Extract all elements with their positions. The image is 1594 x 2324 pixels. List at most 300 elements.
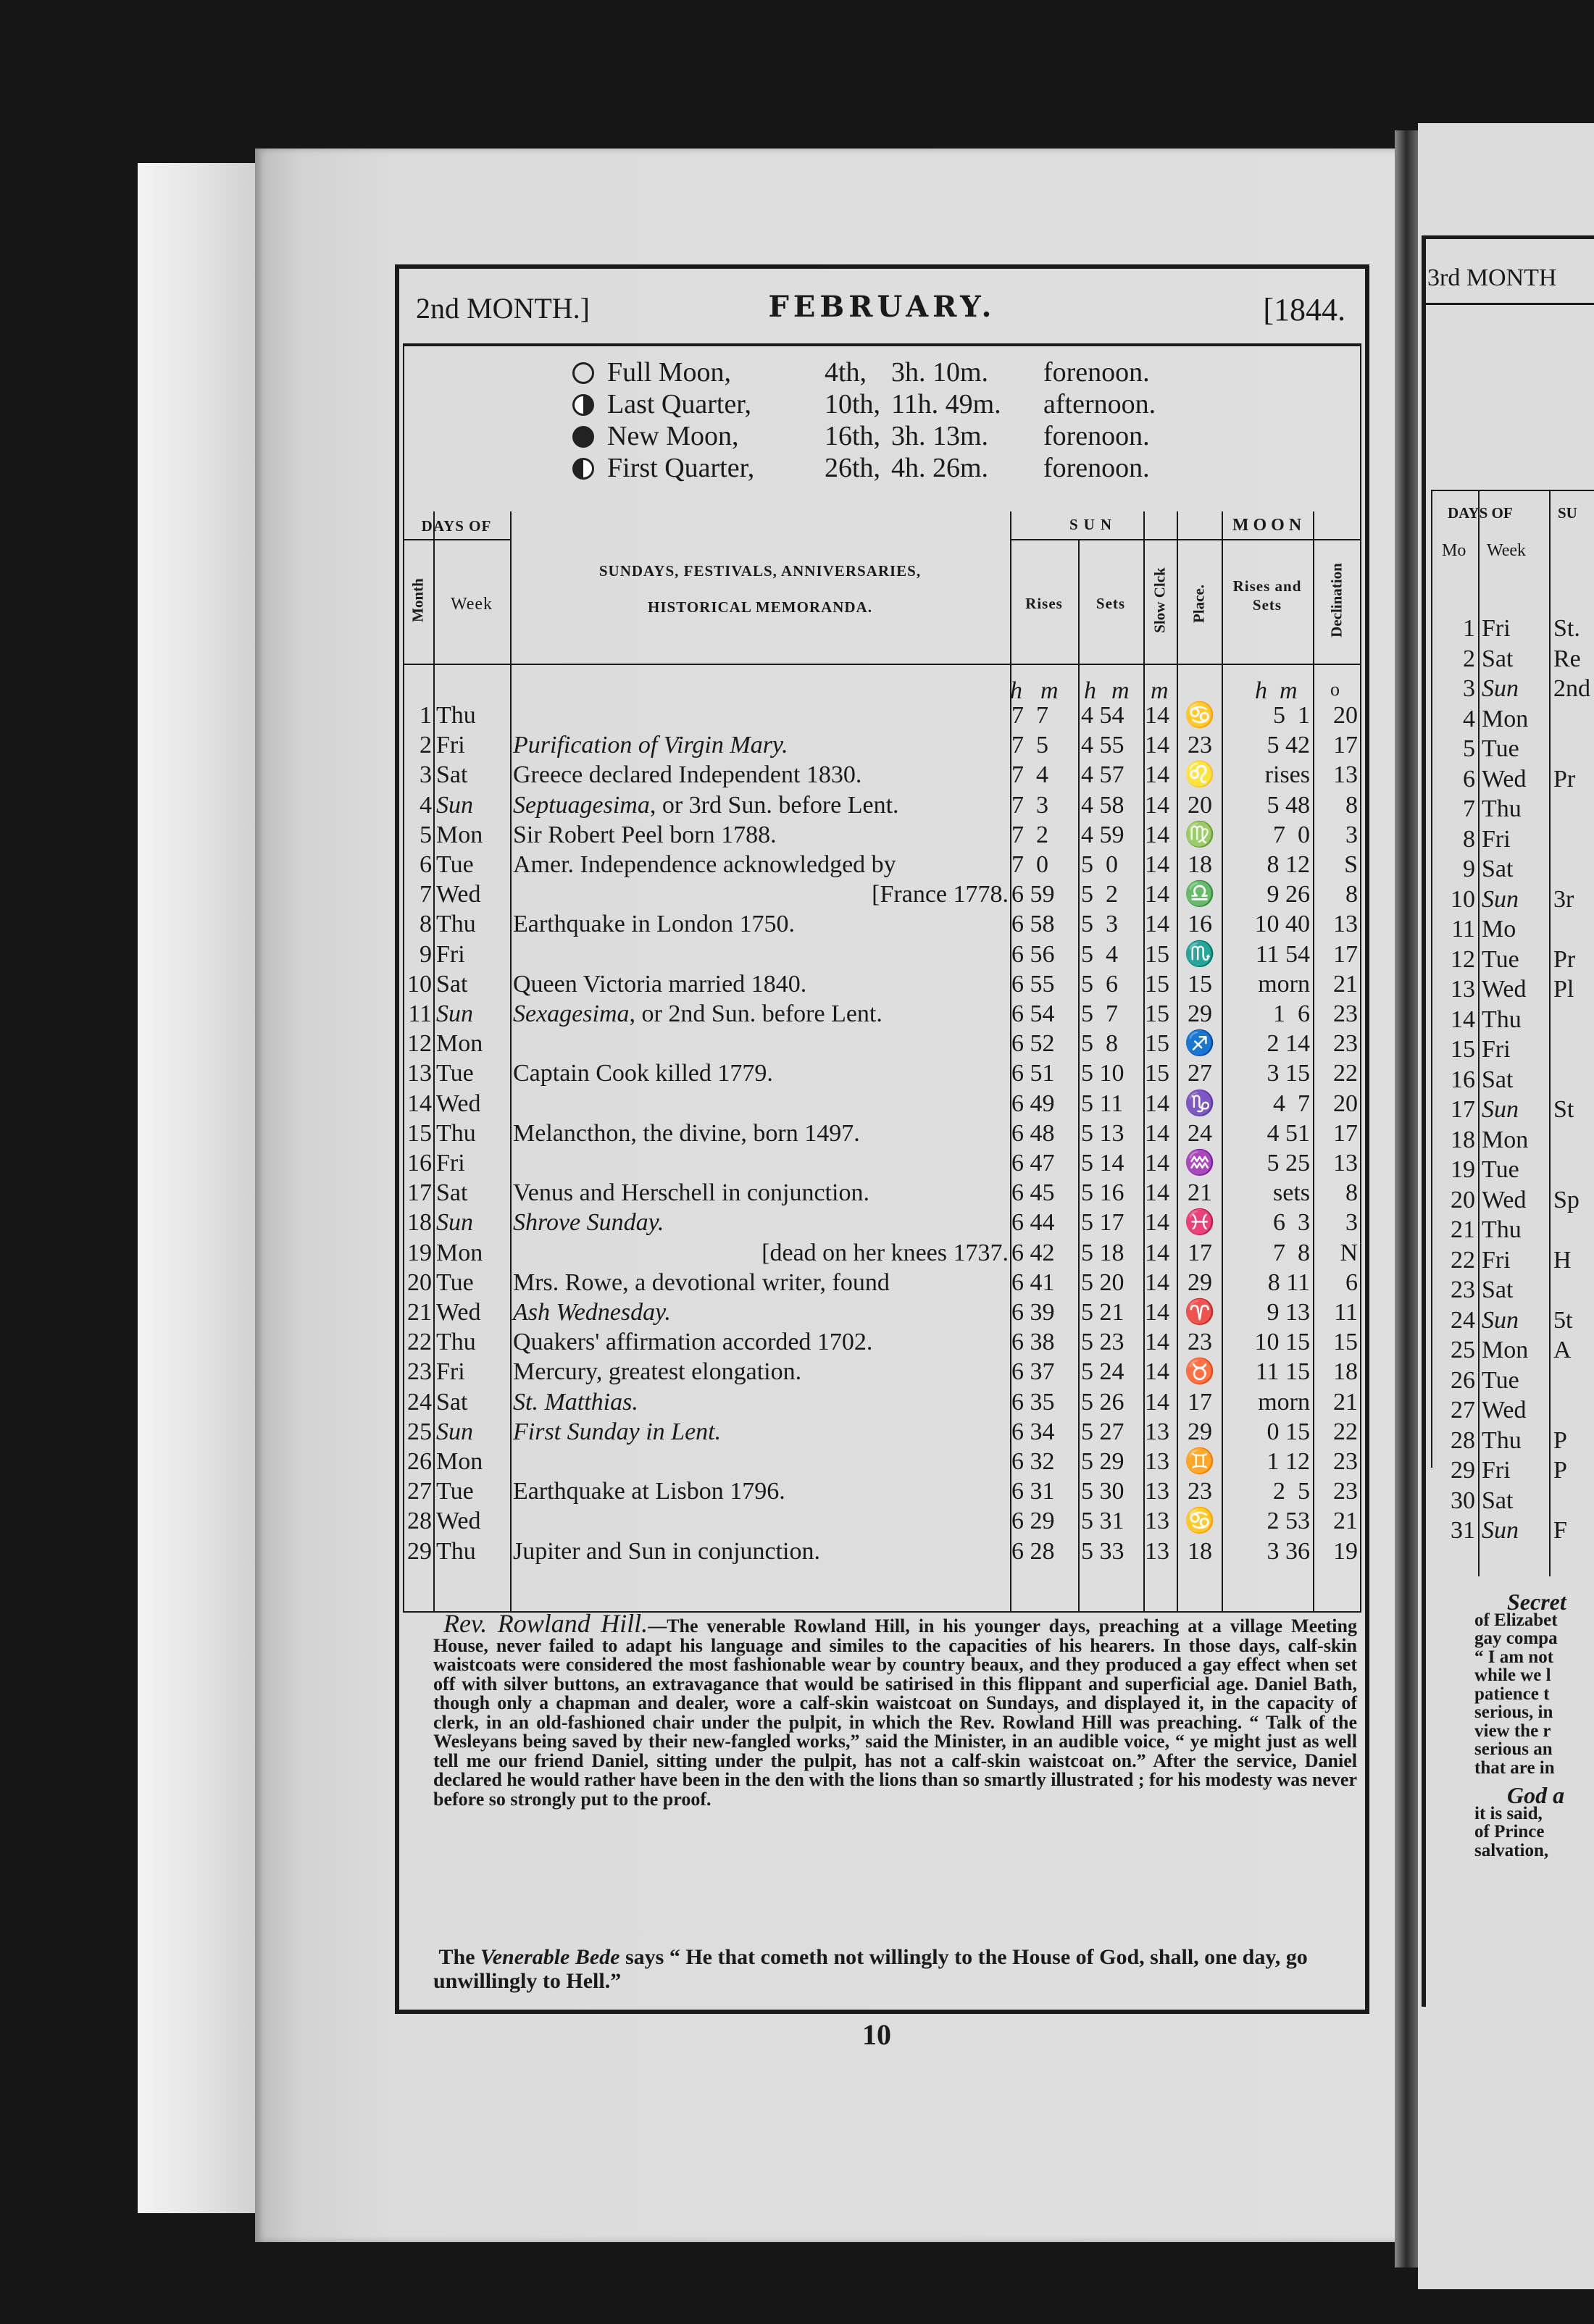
right-day-of-month: 25 (1451, 1337, 1475, 1363)
right-note-line: “ I am not (1474, 1647, 1554, 1667)
day-of-month: 21 (407, 1299, 432, 1326)
moon-phase-time: 11h. 49m. (891, 389, 1001, 419)
sun-sets: 4 55 (1081, 732, 1124, 759)
declination: 13 (1333, 1150, 1358, 1176)
sun-rises: 7 0 (1011, 851, 1048, 878)
moon-phase-time: 3h. 13m. (891, 421, 989, 451)
right-note-line: serious an (1474, 1739, 1553, 1759)
slow-clock: 14 (1145, 1299, 1169, 1326)
header-rule (403, 539, 510, 540)
moon-phase-when: afternoon. (1043, 389, 1156, 419)
moon-place: 18 (1188, 851, 1212, 878)
declination: 21 (1333, 970, 1358, 998)
slow-clock: 14 (1145, 881, 1169, 908)
day-of-month: 8 (420, 911, 432, 938)
sun-rises: 6 51 (1011, 1060, 1055, 1087)
moon-place: 20 (1188, 791, 1212, 819)
event-text: Quakers' affirmation accorded 1702. (513, 1329, 873, 1356)
moon-rises-sets-header: Rises and Sets (1232, 577, 1302, 614)
moon-place: ♍ (1184, 821, 1216, 848)
day-of-week: Tue (436, 1478, 474, 1505)
right-day-of-month: 11 (1451, 916, 1475, 942)
right-note-line: gay compa (1474, 1629, 1558, 1648)
event-text (513, 1000, 882, 1029)
slow-clock: 15 (1145, 1030, 1169, 1058)
sun-sets: 5 21 (1081, 1299, 1124, 1326)
event-text: Greece declared Independent 1830. (513, 761, 862, 789)
right-event-text: H (1553, 1246, 1572, 1274)
day-of-month: 10 (407, 970, 432, 998)
day-of-month: 25 (407, 1418, 432, 1445)
moon-place: ♑ (1184, 1090, 1216, 1117)
day-of-month: 26 (407, 1448, 432, 1475)
declination: 22 (1333, 1060, 1358, 1087)
events-header-line2: HISTORICAL MEMORANDA. (648, 598, 872, 616)
moon-place: 23 (1188, 732, 1212, 759)
day-of-month: 17 (407, 1179, 432, 1207)
day-of-week: Thu (436, 911, 476, 938)
day-of-month: 27 (407, 1478, 432, 1505)
right-day-of-week: Tue (1482, 1366, 1519, 1394)
right-month-label: 3rd MONTH (1427, 264, 1557, 291)
month-name: FEBRUARY. (768, 290, 996, 324)
right-event-text: P (1553, 1457, 1567, 1484)
day-of-week: Sun (436, 791, 473, 819)
right-day-of-week: Sat (1482, 1066, 1514, 1093)
right-day-of-month: 20 (1451, 1186, 1475, 1213)
right-table-rule (1431, 490, 1594, 491)
declination: 23 (1333, 1448, 1358, 1475)
right-event-text: St. (1553, 615, 1580, 642)
bede-quote (433, 1945, 1357, 1993)
sun-sets: 5 6 (1081, 970, 1118, 998)
right-event-text: 5t (1553, 1306, 1573, 1334)
right-day-of-week: Fri (1482, 1246, 1511, 1274)
moon-rises-sets: 11 54 (1255, 940, 1310, 968)
slow-clock: 14 (1145, 1119, 1169, 1147)
slow-clock: 14 (1145, 851, 1169, 878)
right-day-of-month: 30 (1451, 1487, 1475, 1514)
moon-phase-when: forenoon. (1043, 357, 1150, 388)
day-of-week: Mon (436, 1239, 483, 1266)
days-of-header: DAYS OF (421, 517, 492, 535)
book-edge (138, 163, 261, 2213)
right-event-text: St (1553, 1096, 1574, 1123)
day-of-month: 18 (407, 1209, 432, 1237)
sun-sets: 5 26 (1081, 1388, 1124, 1416)
moon-rises-sets: 2 53 (1267, 1508, 1310, 1535)
right-note-line: of Prince (1474, 1822, 1545, 1842)
right-day-of-week: Fri (1482, 615, 1511, 642)
right-day-of-month: 15 (1451, 1036, 1475, 1063)
day-of-month: 19 (407, 1239, 432, 1266)
event-text: Venus and Herschell in conjunction. (513, 1179, 869, 1207)
moon-rises-sets: 9 26 (1267, 881, 1310, 908)
day-of-month: 4 (420, 791, 432, 819)
sun-rises: 6 37 (1011, 1358, 1055, 1386)
events-header-line1: SUNDAYS, FESTIVALS, ANNIVERSARIES, (598, 562, 922, 580)
day-of-week: Wed (436, 1299, 481, 1326)
sun-sets: 5 31 (1081, 1508, 1124, 1535)
slow-clock: 14 (1145, 1179, 1169, 1207)
moon-rises-sets: 6 3 (1273, 1209, 1310, 1237)
sun-sets: 5 7 (1081, 1000, 1118, 1027)
sun-rises: 7 4 (1011, 761, 1048, 789)
sun-sets: 5 3 (1081, 911, 1118, 938)
right-day-of-week: Tue (1482, 735, 1519, 762)
sun-sets: 5 27 (1081, 1418, 1124, 1445)
sun-sets: 5 0 (1081, 851, 1118, 878)
moon-rises-sets: 7 0 (1273, 821, 1310, 848)
event-text: [dead on her knees 1737. (761, 1239, 1009, 1266)
moon-phase-name: First Quarter, (607, 453, 755, 483)
moon-rises-sets: morn (1258, 1388, 1310, 1416)
slow-clock-header: Slow Clck (1151, 567, 1169, 633)
event-text: Queen Victoria married 1840. (513, 970, 807, 998)
place-header: Place. (1190, 584, 1208, 624)
event-text: St. Matthias. (513, 1388, 638, 1416)
sun-rises: 6 48 (1011, 1119, 1055, 1147)
right-note-line: patience t (1474, 1684, 1550, 1704)
right-day-of-month: 27 (1451, 1397, 1475, 1424)
sun-rises: 7 2 (1011, 821, 1048, 848)
declination: 23 (1333, 1000, 1358, 1027)
day-of-week: Sat (436, 1388, 468, 1416)
right-day-of-month: 6 (1463, 765, 1475, 793)
right-header-rule (1426, 303, 1594, 305)
sun-rises: 6 35 (1011, 1388, 1055, 1416)
moon-place: ♎ (1184, 881, 1216, 908)
right-table-rule (1431, 490, 1432, 1468)
day-of-week: Fri (436, 1358, 465, 1386)
moon-rises-sets: 5 1 (1273, 702, 1310, 729)
right-sun-header: SU (1558, 504, 1577, 522)
day-of-month: 6 (420, 851, 432, 878)
right-note-line: view the r (1474, 1721, 1551, 1741)
sun-rises: 6 32 (1011, 1448, 1055, 1475)
sun-rises: 6 28 (1011, 1537, 1055, 1565)
right-day-of-month: 22 (1451, 1246, 1475, 1274)
declination-header: Declination (1327, 563, 1345, 638)
moon-place: ♒ (1184, 1150, 1216, 1176)
right-event-text: A (1553, 1337, 1572, 1363)
moon-place: ♐ (1184, 1030, 1216, 1058)
slow-clock: 14 (1145, 821, 1169, 848)
moon-phase-day: 16th, (825, 421, 881, 451)
declination: 17 (1333, 1119, 1358, 1147)
right-mo-header: Mo (1442, 541, 1466, 560)
moon-rises-sets: 9 13 (1267, 1299, 1310, 1326)
unit-label: m (1111, 677, 1130, 704)
slow-clock: 14 (1145, 702, 1169, 729)
day-of-month: 15 (407, 1119, 432, 1147)
page-header (403, 269, 1361, 345)
moon-rises-sets: 8 12 (1267, 851, 1310, 878)
sun-rises: 6 29 (1011, 1508, 1055, 1535)
slow-clock: 14 (1145, 1329, 1169, 1356)
moon-phase-when: forenoon. (1043, 453, 1150, 483)
moon-place: ♌ (1184, 761, 1216, 789)
right-event-text: Pl (1553, 976, 1574, 1003)
right-day-of-week: Mon (1482, 705, 1529, 732)
day-of-week: Sun (436, 1418, 473, 1445)
declination: 23 (1333, 1478, 1358, 1505)
declination: 6 (1345, 1268, 1358, 1296)
right-event-text: Sp (1553, 1186, 1580, 1213)
event-text: Shrove Sunday. (513, 1209, 664, 1237)
column-rule (1078, 539, 1080, 1613)
day-of-month: 2 (420, 732, 432, 759)
right-day-of-week: Wed (1482, 976, 1527, 1003)
day-of-week: Sun (436, 1209, 473, 1237)
day-of-month: 28 (407, 1508, 432, 1535)
right-day-of-month: 23 (1451, 1276, 1475, 1303)
right-event-text: F (1553, 1517, 1567, 1544)
right-day-of-week: Wed (1482, 1186, 1527, 1213)
moon-phase-when: forenoon. (1043, 421, 1150, 451)
moon-place: 21 (1188, 1179, 1212, 1207)
sun-sets: 5 14 (1081, 1150, 1124, 1176)
right-table-rule (1549, 490, 1551, 1576)
right-day-of-week: Thu (1482, 1216, 1522, 1243)
declination: 11 (1334, 1299, 1358, 1326)
right-day-of-month: 1 (1463, 615, 1475, 642)
page-number: 10 (862, 2018, 891, 2051)
right-day-of-month: 2 (1463, 645, 1475, 672)
right-day-of-week: Thu (1482, 1006, 1522, 1033)
right-day-of-week: Fri (1482, 1036, 1511, 1063)
day-of-month: 1 (420, 702, 432, 729)
moon-phase-name: Last Quarter, (607, 389, 751, 419)
moon-rises-sets: 0 15 (1267, 1418, 1310, 1445)
unit-label: m (1280, 677, 1298, 704)
right-day-of-month: 13 (1451, 976, 1475, 1003)
declination: 20 (1333, 1090, 1358, 1117)
sun-rises: 7 3 (1011, 791, 1048, 819)
slow-clock: 15 (1145, 970, 1169, 998)
slow-clock: 14 (1145, 1150, 1169, 1176)
right-note-line: it is said, (1474, 1803, 1543, 1823)
right-day-of-week: Wed (1482, 1397, 1527, 1424)
day-of-month: 9 (420, 940, 432, 968)
day-of-week: Thu (436, 1537, 476, 1565)
right-event-text: P (1553, 1426, 1567, 1454)
event-feast: Sexagesima (513, 1000, 630, 1027)
day-of-month: 29 (407, 1537, 432, 1565)
moon-place: ♉ (1184, 1358, 1216, 1386)
sun-sets: 5 30 (1081, 1478, 1124, 1505)
moon-place: 15 (1188, 970, 1212, 998)
moon-phase-time: 4h. 26m. (891, 453, 989, 483)
right-day-of-month: 5 (1463, 735, 1475, 762)
day-of-week: Fri (436, 940, 465, 968)
slow-clock: 14 (1145, 1358, 1169, 1386)
moon-place: 18 (1188, 1537, 1212, 1565)
right-day-of-week: Fri (1482, 1457, 1511, 1484)
right-day-of-week: Thu (1482, 1426, 1522, 1454)
right-day-of-month: 14 (1451, 1006, 1475, 1033)
slow-clock: 14 (1145, 911, 1169, 938)
day-of-month: 13 (407, 1060, 432, 1087)
declination: S (1344, 851, 1358, 878)
right-day-of-month: 29 (1451, 1457, 1475, 1484)
day-of-week: Wed (436, 1508, 481, 1535)
declination: 3 (1345, 1209, 1358, 1237)
event-text: First Sunday in Lent. (513, 1418, 722, 1445)
sun-sets: 4 54 (1081, 702, 1124, 729)
sun-sets: 5 24 (1081, 1358, 1124, 1386)
day-of-week: Tue (436, 1060, 474, 1087)
unit-label: m (1040, 677, 1059, 704)
anecdote-body: —The venerable Rowland Hill, in his younger days, preaching at a village Meeting House, never failed to adapt his language and similes to the capacities of his hearers. In those days, calf-skin waistcoats were considered the most fashionable wear by country beaux, and they produced a gay effect when set off with silver buttons, an extravagance that would be satirised in this flippant and superficial age. Daniel Bath, though only a chapman and dealer, wore a calf-skin waistcoat on Sundays, and displayed it, in the capacity of clerk, in an old-fashioned chair under the pulpit, in which the Rev. Rowland Hill was preaching. “ Talk of the Wesleyans being saved by their new-fangled works,” said the Minister, in an audible voice, “ ye might just as well tell me our friend Daniel, sitting under the pulpit, has not a calf-skin waistcoat on.” After the service, Daniel declared he would rather have been in the den with the lions than so smartly illustrated ; for his modesty was never before so strongly put to the proof. (433, 1615, 1357, 1810)
moon-place: ♊ (1184, 1448, 1216, 1475)
moon-header: MOON (1232, 516, 1306, 535)
right-note-line: serious, in (1474, 1702, 1553, 1722)
right-event-text: Pr (1553, 945, 1576, 973)
right-day-of-month: 4 (1463, 705, 1475, 732)
day-of-week: Sat (436, 970, 468, 998)
right-day-of-week: Sat (1482, 645, 1514, 672)
day-of-month: 14 (407, 1090, 432, 1117)
slow-clock: 13 (1145, 1508, 1169, 1535)
week-header: Week (450, 595, 493, 614)
slow-clock: 14 (1145, 761, 1169, 789)
declination: 18 (1333, 1358, 1358, 1386)
moon-place: 27 (1188, 1060, 1212, 1087)
day-of-week: Mon (436, 821, 483, 848)
event-note: , or 2nd Sun. before Lent. (629, 1000, 882, 1027)
right-day-of-week: Sun (1482, 885, 1519, 913)
right-day-of-week: Sun (1482, 1517, 1519, 1544)
sun-rises: 7 5 (1011, 732, 1048, 759)
unit-label: m (1151, 677, 1169, 704)
right-note-line: while we l (1474, 1665, 1551, 1685)
event-text: [France 1778. (872, 881, 1009, 908)
sun-sets: 4 58 (1081, 791, 1124, 819)
right-event-text: 3r (1553, 885, 1574, 913)
sun-rises: 6 42 (1011, 1239, 1055, 1266)
moon-place: 23 (1188, 1329, 1212, 1356)
bede-lead: The (438, 1945, 481, 1969)
slow-clock: 13 (1145, 1418, 1169, 1445)
moon-place: ♓ (1184, 1209, 1216, 1237)
sun-sets: 5 8 (1081, 1030, 1118, 1058)
slow-clock: 13 (1145, 1478, 1169, 1505)
day-of-month: 23 (407, 1358, 432, 1386)
day-of-month: 11 (408, 1000, 432, 1027)
book-gutter (1395, 130, 1418, 2267)
right-day-of-week: Tue (1482, 945, 1519, 973)
event-text: Ash Wednesday. (513, 1299, 671, 1326)
day-of-month: 22 (407, 1329, 432, 1356)
day-of-month: 12 (407, 1030, 432, 1058)
sun-sets: 5 4 (1081, 940, 1118, 968)
declination: N (1340, 1239, 1358, 1266)
sun-sets-header: Sets (1096, 595, 1126, 612)
moon-rises-sets: 10 15 (1254, 1329, 1310, 1356)
right-day-of-week: Mon (1482, 1126, 1529, 1153)
sun-sets: 5 11 (1081, 1090, 1124, 1117)
moon-phase-name: Full Moon, (607, 357, 732, 388)
day-of-week: Fri (436, 1150, 465, 1176)
sun-rises: 6 47 (1011, 1150, 1055, 1176)
right-note-line: salvation, (1474, 1840, 1549, 1860)
month-label: 2nd MONTH.] (416, 292, 590, 325)
right-day-of-month: 9 (1463, 856, 1475, 882)
column-rule (510, 511, 512, 1613)
right-day-of-week: Fri (1482, 825, 1511, 853)
event-text: Earthquake in London 1750. (513, 911, 796, 938)
sun-header: SUN (1069, 516, 1117, 533)
slow-clock: 14 (1145, 1209, 1169, 1237)
right-day-of-week: Sun (1482, 1096, 1519, 1123)
sun-rises: 6 44 (1011, 1209, 1055, 1237)
right-day-of-week: Sat (1482, 856, 1514, 882)
slow-clock: 14 (1145, 1388, 1169, 1416)
year-label: [1844. (1263, 292, 1345, 327)
event-text: Earthquake at Lisbon 1796. (513, 1478, 785, 1505)
right-day-of-week: Sat (1482, 1276, 1514, 1303)
right-day-of-month: 19 (1451, 1156, 1475, 1183)
sun-sets: 5 33 (1081, 1537, 1124, 1565)
moon-rises-sets: 5 48 (1267, 791, 1310, 819)
moon-rises-sets: 10 40 (1254, 911, 1310, 938)
declination: 20 (1333, 702, 1358, 729)
calendar-table (403, 511, 1361, 1613)
day-of-week: Wed (436, 1090, 481, 1117)
slow-clock: 14 (1145, 1090, 1169, 1117)
header-rule (1010, 539, 1361, 540)
declination: 22 (1333, 1418, 1358, 1445)
right-day-of-month: 18 (1451, 1126, 1475, 1153)
day-of-week: Mon (436, 1030, 483, 1058)
event-text: Mercury, greatest elongation. (513, 1358, 802, 1386)
declination: 21 (1333, 1388, 1358, 1416)
day-of-week: Thu (436, 1329, 476, 1356)
declination: 17 (1333, 732, 1358, 759)
declination: 3 (1345, 821, 1358, 848)
day-of-week: Thu (436, 702, 476, 729)
day-of-month: 24 (407, 1388, 432, 1416)
anecdote-title: Rev. Rowland Hill. (443, 1609, 648, 1638)
right-day-of-month: 28 (1451, 1426, 1475, 1454)
right-day-of-month: 3 (1463, 675, 1475, 702)
moon-rises-sets: rises (1264, 761, 1310, 789)
moon-place: 29 (1188, 1418, 1212, 1445)
day-of-week: Sat (436, 1179, 468, 1207)
unit-label: h (1084, 677, 1096, 704)
bede-rest: says “ He that cometh not willingly to the House of God, shall, one day, go unwillingly to Hell.” (433, 1945, 1308, 1993)
moon-rises-sets: 2 5 (1273, 1478, 1310, 1505)
sun-sets: 5 10 (1081, 1060, 1124, 1087)
sun-rises: 6 31 (1011, 1478, 1055, 1505)
slow-clock: 13 (1145, 1537, 1169, 1565)
slow-clock: 14 (1145, 791, 1169, 819)
moon-rises-sets: 3 15 (1267, 1060, 1310, 1087)
sun-rises: 6 52 (1011, 1030, 1055, 1058)
right-day-of-week: Sun (1482, 1306, 1519, 1334)
sun-sets: 4 57 (1081, 761, 1124, 789)
right-day-of-month: 24 (1451, 1306, 1475, 1334)
moon-rises-sets: 7 8 (1273, 1239, 1310, 1266)
event-text: Mrs. Rowe, a devotional writer, found (513, 1268, 890, 1296)
right-note-line: Secret (1507, 1589, 1566, 1615)
right-day-of-week: Wed (1482, 765, 1527, 793)
declination: 13 (1333, 761, 1358, 789)
slow-clock: 15 (1145, 1000, 1169, 1027)
sun-sets: 5 18 (1081, 1239, 1124, 1266)
anecdote (433, 1609, 1357, 1810)
